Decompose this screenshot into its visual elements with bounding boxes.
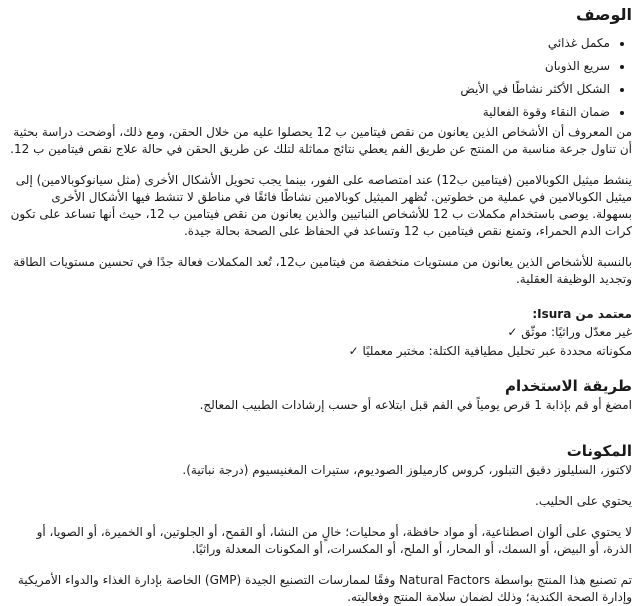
description-paragraph: من المعروف أن الأشخاص الذين يعانون من نقص فيتامين ب 12 يحصلوا عليه من خلال الحقن، ومع ذلك، أوضحت دراسة بحثية أن تناول جرعة مناسبة من المنتج عن طريق الفم يعطي نتائج مماثلة لتلك عن طريق الحقن في حالة علاج نقص فيتامين ب 12. xyxy=(10,125,632,156)
feature-list xyxy=(8,32,632,124)
usage-title: طريقة الاستخدام xyxy=(504,377,632,395)
certification-item xyxy=(8,342,632,361)
feature-item: • سريع الذوبان xyxy=(8,55,610,78)
usage-text: امضغ أو قم بإذابة 1 قرص يومياً في الفم قبل ابتلاعه أو حسب إرشادات الطبيب المعالج. xyxy=(199,398,632,412)
check-icon: ✓ xyxy=(348,344,359,358)
ingredients-title: المكونات xyxy=(566,442,632,460)
feature-item: • الشكل الأكثر نشاطًا في الأيض xyxy=(8,78,610,101)
feature-item: • مكمل غذائي xyxy=(8,32,610,55)
description-paragraph: ينشط ميثيل الكوبالامين (فيتامين ب12) عند امتصاصه على الفور، بينما يجب تحويل الأشكال الأخرى (مثل سيانوكوبالامين) إلى ميثيل الكوبالامين في عملية من خطوتين. تُظهر الميثيل كوبالامين نشاطًا فائقًا في مناطق لا تنشط فيها الأشكال الأخرى بسهولة. يوصى باستخدام مكملات ب 12 للأشخاص النباتيين والذين يعانون من نقص فيتامين ب 12، حيث أنها تساعد على تكون كرات الدم الحمراء، وتمنع نقص فيتامين ب 12 وتساعد في الحفاظ على الصحة بحالة جيدة. xyxy=(10,173,632,238)
description-title: الوصف xyxy=(575,5,632,24)
feature-item: • ضمان النقاء وقوة الفعالية xyxy=(8,101,610,124)
check-icon: ✓ xyxy=(507,325,518,339)
description-section xyxy=(8,4,632,288)
usage-section xyxy=(8,375,632,414)
allergen-statement: يحتوي على الحليب. xyxy=(535,494,632,508)
manufacturing-statement: تم تصنيع هذا المنتج بواسطة Natural Factors وفقًا لممارسات التصنيع الجيدة (GMP) الخاصة بإدارة الغذاء والدواء الأمريكية وإدارة الصحة الكندية؛ وذلك لضمان سلامة المنتج وفعاليته. xyxy=(17,573,632,604)
ingredients-section xyxy=(8,440,632,606)
certification-text: غير معدّل وراثيًا: موثّق xyxy=(521,325,632,339)
certification-item xyxy=(8,323,632,342)
certification-section xyxy=(8,306,632,361)
ingredients-list: لاكتوز، السليلوز دقيق التبلور، كروس كارميلوز الصوديوم، ستيرات المغنيسيوم (درجة نباتية). xyxy=(182,463,632,477)
free-from-statement: لا يحتوي على ألوان اصطناعية، أو مواد حافظة، أو محليات؛ خالٍ من النشا، أو القمح، أو الجلوتين، أو الخميرة، أو الصويا، أو الذرة، أو البيض، أو السمك، أو المحار، أو الملح، أو المكسرات، أو المكونات المعدلة وراثيًا. xyxy=(36,525,632,556)
certification-heading: معتمد من Isura: xyxy=(532,307,632,321)
description-paragraph: بالنسبة للأشخاص الذين يعانون من مستويات منخفضة من فيتامين ب12، تُعد المكملات فعالة جدًا في تحسين مستويات الطاقة وتجديد الوظيفة العقلية. xyxy=(13,255,632,286)
certification-text: مكوناته محددة عبر تحليل مطيافية الكتلة: مختبر معمليًا xyxy=(362,344,632,358)
